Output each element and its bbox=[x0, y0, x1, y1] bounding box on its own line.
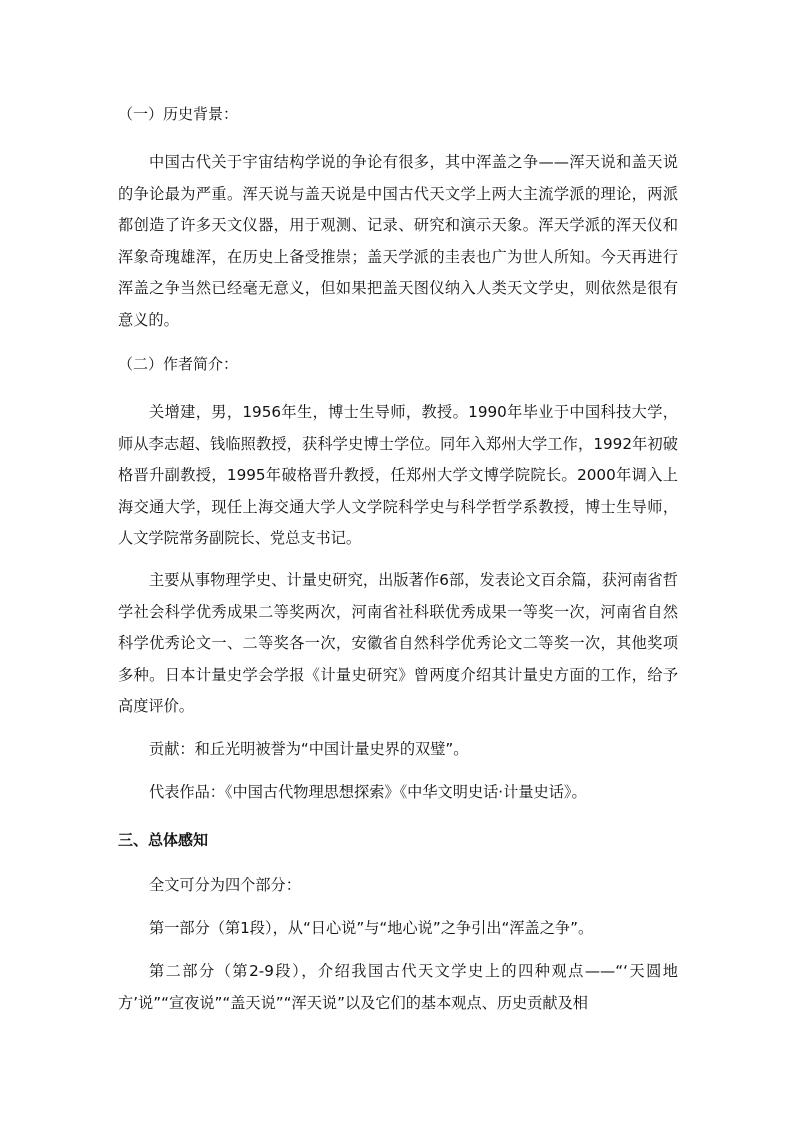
section-heading-overview: 三、总体感知 bbox=[118, 831, 209, 849]
overview-part1: 第一部分（第1段），从“日心说”与“地心说”之争引出“浑盖之争”。 bbox=[149, 919, 594, 937]
author-bio-paragraph: 关增建，男，1956年生，博士生导师，教授。1990年毕业于中国科技大学，师从李志超、钱临照教授，获科学史博士学位。同年入郑州大学工作，1992年初破格晋升副教授，1995年破格晋升教授，任郑州大学文博学院院长。2000年调入上海交通大学，现任上海交通大学人文学院科学史与科学哲学系教授，博士生导师，人文学院常务副院长、党总支书记。 bbox=[118, 403, 678, 547]
overview-part2: 第二部分（第2-9段），介绍我国古代天文学史上的四种观点——“‘天圆地方’说”“宣夜说”“盖天说”“浑天说”以及它们的基本观点、历史贡献及相 bbox=[118, 962, 678, 1012]
representative-works: 代表作品：《中国古代物理思想探索》《中华文明史话·计量史话》。 bbox=[149, 783, 587, 801]
author-research-paragraph: 主要从事物理学史、计量史研究，出版著作6部，发表论文百余篇，获河南省哲学社会科学优秀成果二等奖两次，河南省社科联优秀成果一等奖一次，河南省自然科学优秀论文一、二等奖各一次，安徽省自然科学优秀论文二等奖一次，其他奖项多种。日本计量史学会学报《计量史研究》曾两度介绍其计量史方面的工作，给予高度评价。 bbox=[118, 571, 678, 715]
author-contribution: 贡献：和丘光明被誉为“中国计量史界的双璧”。 bbox=[149, 740, 469, 758]
history-paragraph: 中国古代关于宇宙结构学说的争论有很多，其中浑盖之争——浑天说和盖天说的争论最为严重。浑天说与盖天说是中国古代天文学上两大主流学派的理论，两派都创造了许多天文仪器，用于观测、记录、研究和演示天象。浑天学派的浑天仪和浑象奇瑰雄浑，在历史上备受推崇；盖天学派的圭表也广为世人所知。今天再进行浑盖之争当然已经毫无意义，但如果把盖天图仪纳入人类天文学史，则依然是很有意义的。 bbox=[118, 153, 678, 329]
section-heading-author: （二）作者简介： bbox=[118, 355, 239, 373]
section-heading-history: （一）历史背景： bbox=[118, 105, 239, 123]
overview-intro: 全文可分为四个部分： bbox=[149, 876, 301, 894]
